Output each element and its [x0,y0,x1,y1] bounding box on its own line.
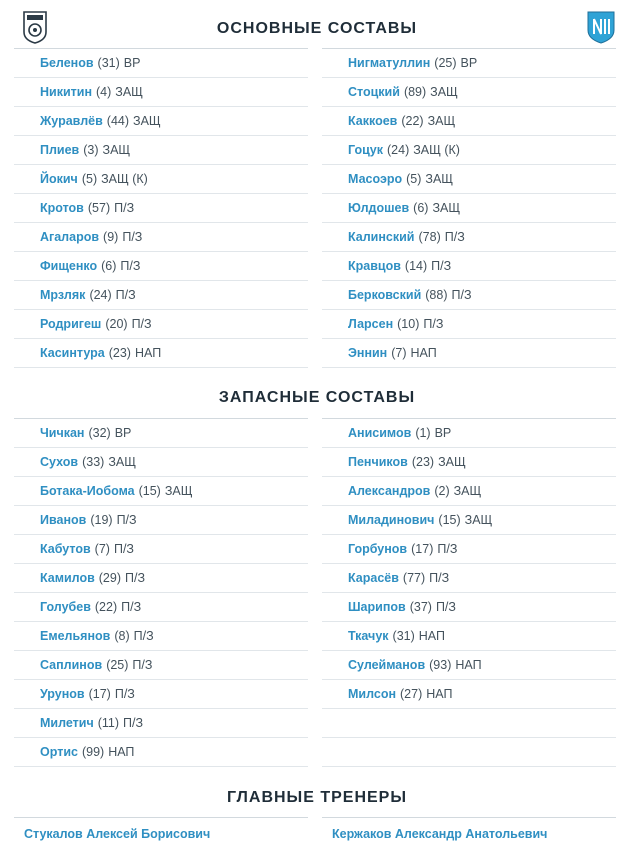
player-position: П/З [131,317,152,331]
player-row [322,651,616,680]
player-name-link[interactable]: Фищенко [40,259,98,273]
player-number: (5) [406,172,422,186]
empty-row [322,738,616,767]
coach-away [322,817,616,850]
player-name-link[interactable]: Милетич [40,716,94,730]
player-name-link[interactable]: Шарипов [348,600,406,614]
player-number: (7) [391,346,407,360]
player-name-link[interactable]: Беленов [40,56,94,70]
player-row [322,593,616,622]
player-name-link[interactable]: Емельянов [40,629,111,643]
player-name-link[interactable]: Каккоев [348,114,398,128]
player-number: (11) [97,716,120,730]
section-title-lineups: ОСНОВНЫЕ СОСТАВЫ [216,20,418,37]
player-name-link[interactable]: Гоцук [348,143,383,157]
player-row [322,418,616,448]
player-name-link[interactable]: Нигматуллин [348,56,431,70]
player-position: ВР [460,56,478,70]
player-row [322,622,616,651]
player-number: (29) [98,571,121,585]
player-position: П/З [121,600,142,614]
player-name-link[interactable]: Милсон [348,687,397,701]
player-row [14,593,308,622]
player-row [14,107,308,136]
player-position: П/З [115,288,136,302]
player-position: НАП [418,629,445,643]
player-position: НАП [108,745,135,759]
player-name-link[interactable]: Пенчиков [348,455,408,469]
player-position: П/З [451,288,472,302]
player-name-link[interactable]: Журавлёв [40,114,103,128]
player-name-link[interactable]: Агаларов [40,230,100,244]
player-position: ЗАЩ [453,484,482,498]
player-position: ЗАЩ [164,484,193,498]
player-name-link[interactable]: Александров [348,484,431,498]
player-row [14,680,308,709]
player-number: (31) [392,629,415,643]
player-name-link[interactable]: Голубев [40,600,91,614]
player-position: ЗАЩ [432,201,461,215]
player-number: (4) [96,85,112,99]
player-name-link[interactable]: Кротов [40,201,84,215]
player-name-link[interactable]: Стоцкий [348,85,400,99]
player-position: П/З [444,230,465,244]
player-position: ЗАЩ [438,455,466,469]
player-name-link[interactable]: Сулейманов [348,658,426,672]
player-row [14,281,308,310]
player-number: (2) [434,484,450,498]
subs-home-list [14,418,308,767]
player-row [14,622,308,651]
player-row [14,418,308,448]
player-number: (22) [94,600,118,614]
player-row [14,339,308,368]
player-row [14,651,308,680]
player-row [14,564,308,593]
player-position: ЗАЩ [427,114,456,128]
coach-away-name[interactable]: Кержаков Александр Анатольевич [322,817,616,850]
player-position: П/З [114,687,135,701]
player-number: (15) [438,513,461,527]
player-row [322,477,616,506]
player-position: П/З [133,629,154,643]
player-position: П/З [125,571,146,585]
player-position: ЗАЩ [115,85,143,99]
player-row [14,194,308,223]
player-name-link[interactable]: Карасёв [348,571,399,585]
player-number: (10) [397,317,420,331]
player-position: П/З [116,513,137,527]
player-position: ВР [114,426,132,440]
player-row [322,252,616,281]
empty-row [322,709,616,738]
player-row [322,448,616,477]
player-name-link[interactable]: Мрзляк [40,288,86,302]
player-row [322,506,616,535]
player-number: (5) [81,172,98,186]
player-position: П/З [435,600,456,614]
player-row [14,709,308,738]
player-number: (24) [387,143,410,157]
section-title-subs: ЗАПАСНЫЕ СОСТАВЫ [218,389,416,406]
player-position: П/З [114,201,135,215]
player-name-link[interactable]: Ортис [40,745,78,759]
player-row [322,223,616,252]
player-position: П/З [120,259,141,273]
player-name-link[interactable]: Ткачук [348,629,389,643]
player-number: (27) [400,687,423,701]
player-number: (3) [83,143,99,157]
player-position: П/З [437,542,458,556]
player-row [322,310,616,339]
player-name-link[interactable]: Йокич [40,172,78,186]
player-number: (24) [89,288,112,302]
player-number: (23) [108,346,131,360]
player-row [14,506,308,535]
player-position: ВР [123,56,141,70]
lineup-home-list [14,48,308,368]
section-title-coaches: ГЛАВНЫЕ ТРЕНЕРЫ [226,789,408,806]
player-name-link[interactable]: Плиев [40,143,80,157]
player-number: (23) [411,455,435,469]
player-row [14,48,308,78]
player-name-link[interactable]: Миладинович [348,513,435,527]
player-number: (14) [404,259,428,273]
player-row [322,564,616,593]
player-number: (15) [138,484,161,498]
player-number: (6) [101,259,117,273]
player-name-link[interactable]: Эннин [348,346,388,360]
player-row [14,477,308,506]
player-number: (25) [434,56,457,70]
player-position: ЗАЩ [425,172,454,186]
player-name-link[interactable]: Анисимов [348,426,412,440]
player-name-link[interactable]: Ларсен [348,317,394,331]
player-row [14,535,308,564]
player-row [14,738,308,767]
player-row [322,165,616,194]
player-number: (37) [409,600,432,614]
player-name-link[interactable]: Сухов [40,455,79,469]
player-number: (22) [401,114,424,128]
player-row [14,165,308,194]
player-name-link[interactable]: Никитин [40,85,93,99]
player-number: (99) [81,745,105,759]
player-number: (8) [114,629,130,643]
player-position: ЗАЩ [102,143,131,157]
player-number: (32) [88,426,111,440]
player-position: П/З [429,571,450,585]
player-row [322,339,616,368]
lineup-away-list [322,48,616,368]
player-number: (93) [429,658,452,672]
player-name-link[interactable]: Касинтура [40,346,105,360]
player-name-link[interactable]: Кабутов [40,542,91,556]
player-position: ЗАЩ [108,455,136,469]
player-position: ЗАЩ (К) [413,143,460,157]
player-row [14,136,308,165]
player-position: П/З [113,542,134,556]
player-number: (88) [425,288,448,302]
player-position: П/З [122,230,143,244]
player-number: (78) [418,230,441,244]
player-number: (17) [411,542,434,556]
player-number: (20) [105,317,128,331]
player-row [14,78,308,107]
player-name-link[interactable]: Саплинов [40,658,103,672]
player-name-link[interactable]: Камилов [40,571,95,585]
player-name-link[interactable]: Масоэро [348,172,403,186]
player-number: (7) [94,542,110,556]
player-position: НАП [426,687,453,701]
player-name-link[interactable]: Родригеш [40,317,102,331]
player-number: (6) [413,201,429,215]
player-position: ВР [434,426,452,440]
player-position: П/З [132,658,153,672]
subs-away-list [322,418,616,767]
player-position: НАП [455,658,482,672]
player-position: ЗАЩ (К) [101,172,148,186]
player-row [14,252,308,281]
player-row [322,107,616,136]
player-position: П/З [423,317,444,331]
player-name-link[interactable]: Урунов [40,687,85,701]
player-name-link[interactable]: Горбунов [348,542,408,556]
player-number: (17) [88,687,111,701]
player-row [14,223,308,252]
player-position: П/З [123,716,144,730]
player-row [14,448,308,477]
player-number: (31) [97,56,120,70]
coach-home-name[interactable]: Стукалов Алексей Борисович [14,817,308,850]
player-number: (1) [415,426,431,440]
player-row [322,194,616,223]
player-number: (77) [402,571,426,585]
player-row [322,680,616,709]
player-name-link[interactable]: Берковский [348,288,422,302]
player-number: (89) [403,85,427,99]
player-row [322,136,616,165]
player-name-link[interactable]: Ботака-Иобома [40,484,135,498]
player-row [14,310,308,339]
coach-home [14,817,308,850]
player-number: (44) [106,114,130,128]
player-number: (9) [103,230,119,244]
player-row [322,281,616,310]
player-name-link[interactable]: Кравцов [348,259,401,273]
player-position: ЗАЩ [133,114,161,128]
player-name-link[interactable]: Иванов [40,513,87,527]
player-row [322,78,616,107]
player-name-link[interactable]: Юлдошев [348,201,410,215]
player-position: ЗАЩ [464,513,493,527]
player-number: (57) [87,201,111,215]
player-position: НАП [134,346,162,360]
player-number: (33) [82,455,105,469]
player-position: П/З [431,259,452,273]
player-number: (19) [90,513,113,527]
player-position: ЗАЩ [430,85,458,99]
player-name-link[interactable]: Калинский [348,230,415,244]
player-name-link[interactable]: Чичкан [40,426,85,440]
player-number: (25) [106,658,129,672]
player-row [322,535,616,564]
player-position: НАП [410,346,437,360]
player-row [322,48,616,78]
